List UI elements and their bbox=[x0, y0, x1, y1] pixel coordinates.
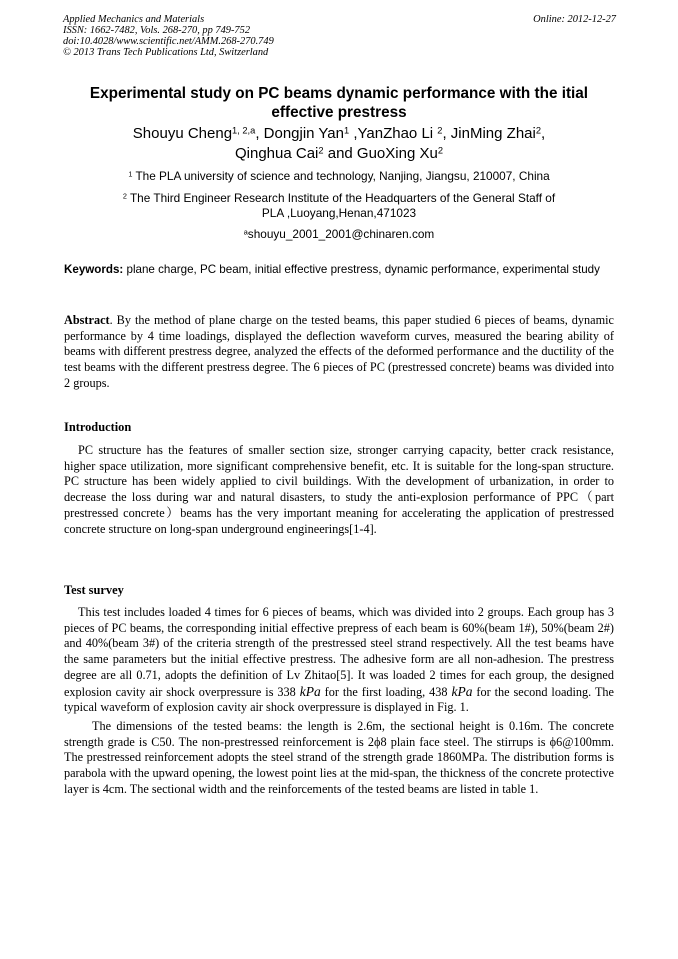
author-5-superscript: 2 bbox=[318, 145, 324, 156]
paper-title-line-2: effective prestress bbox=[271, 104, 407, 121]
author-email bbox=[64, 227, 614, 242]
online-date: Online: 2012-12-27 bbox=[533, 14, 616, 25]
author-1: Shouyu Cheng bbox=[132, 125, 233, 142]
test-survey-paragraph-2: The dimensions of the tested beams: the length is 2.6m, the sectional height is 0.16m. The concrete strength grade is C50. The non-prestressed reinforcement is 2ϕ8 plain face steel. The stirrups is ϕ6@100mm. The prestressed reinforcement adopts the steel strand of the strength grade 1860MPa. The distribution forms is parabola with the upward opening, the lowest point lies at the mid-span, the thickness of the concrete protective layer is 4cm. The sectional width and the reinforcements of the tested beams are listed in table 1. bbox=[64, 718, 614, 796]
author-1-superscript: 1, 2,a bbox=[232, 125, 256, 136]
affiliation-1-text: The PLA university of science and technology, Nanjing, Jiangsu, 210007, China bbox=[132, 169, 550, 183]
author-list-line-2 bbox=[64, 144, 614, 164]
keywords bbox=[64, 262, 614, 278]
abstract-text: . By the method of plane charge on the tested beams, this paper studied 6 pieces of beams, dynamic performance by 4 time loadings, displayed the deflection waveform curves, measured the bearing ability of beams with different prestress degree, analyzed the effects of the deformed performance and the ductility of the test beams with the different prestress degree. The 6 pieces of PC (prestressed concrete) beams was divided into 2 groups. bbox=[64, 313, 614, 390]
keywords-text: plane charge, PC beam, initial effective prestress, dynamic performance, experimental study bbox=[123, 263, 600, 276]
author-6-superscript: 2 bbox=[437, 145, 443, 156]
introduction-paragraph: PC structure has the features of smaller section size, stronger carrying capacity, better crack resistance, higher space utilization, more significant comprehensive benefit, etc. It is suitable for the long-span structure. PC structure has been widely applied to civil buildings. With the development of urbanization, in order to decrease the loss during war and natural disasters, to study the anti-explosion performance of PPC（part prestressed concrete）beams has the very important meaning for accelerating the application of prestressed concrete structure on long-span underground engineerings[1-4]. bbox=[64, 443, 614, 536]
author-3: ,YanZhao Li bbox=[349, 125, 438, 142]
affiliation-2-line-1 bbox=[64, 191, 614, 206]
copyright-line: © 2013 Trans Tech Publications Ltd, Switzerland bbox=[63, 47, 269, 58]
test-survey-p1-part-b: for the first loading, 438 bbox=[320, 684, 452, 699]
introduction-heading: Introduction bbox=[64, 420, 132, 434]
test-survey-p1-part-a: This test includes loaded 4 times for 6 pieces of beams, which was divided into 2 groups. Each group has 3 pieces of PC beams, the corresponding initial effective prepress of each beam is 60%(beam 1#), 50%(beam 2#) and 40%(beam 3#) of the criteria strength of the prestressed steel strand respectively. All the test beams have the same parameters but the initial effective prestress. The adhesive form are all non-adhesion. The prestress degree are all 0.71, adopts the definition of Lv Zhitao[5]. It was loaded 2 times for each group, the designed explosion cavity air shock overpressure is 338 bbox=[64, 605, 614, 699]
affiliation-1-superscript: 1 bbox=[128, 169, 133, 179]
test-survey-body bbox=[64, 605, 614, 797]
affiliation-2-superscript: 2 bbox=[122, 191, 127, 201]
test-survey-paragraph-1 bbox=[64, 605, 614, 716]
author-list-line-1 bbox=[64, 124, 614, 144]
author-4: , JinMing Zhai bbox=[442, 125, 536, 142]
author-2: , Dongjin Yan bbox=[255, 125, 344, 142]
affiliation-2-line-2: PLA ,Luoyang,Henan,471023 bbox=[261, 206, 417, 220]
affiliation-1 bbox=[64, 169, 614, 184]
issn-line: ISSN: 1662-7482, Vols. 268-270, pp 749-752 bbox=[63, 25, 251, 36]
test-survey-p1-part-c: for the second loading. The typical waveform of explosion cavity air shock overpressure is displayed in Fig. 1. bbox=[64, 684, 614, 715]
author-4-separator: , bbox=[541, 125, 546, 142]
test-survey-heading: Test survey bbox=[64, 583, 124, 597]
author-5: Qinghua Cai bbox=[235, 145, 319, 162]
affiliation-2-text: The Third Engineer Research Institute of the Headquarters of the General Staff of bbox=[126, 191, 556, 205]
keywords-label: Keywords: bbox=[64, 263, 124, 276]
abstract bbox=[64, 313, 614, 392]
journal-name: Applied Mechanics and Materials bbox=[63, 14, 205, 25]
paper-title-line-1: Experimental study on PC beams dynamic performance with the itial bbox=[89, 85, 589, 102]
author-6: and GuoXing Xu bbox=[323, 145, 438, 162]
kpa-unit-1: kPa bbox=[299, 683, 321, 699]
author-3-superscript: 2 bbox=[437, 125, 443, 136]
email-superscript: a bbox=[243, 227, 248, 237]
kpa-unit-2: kPa bbox=[451, 683, 473, 699]
introduction-body bbox=[64, 443, 614, 537]
doi-line: doi:10.4028/www.scientific.net/AMM.268-270.749 bbox=[63, 36, 274, 47]
author-2-superscript: 1 bbox=[344, 125, 350, 136]
abstract-label: Abstract bbox=[64, 313, 110, 327]
author-4-superscript: 2 bbox=[535, 125, 542, 136]
email-text: shouyu_2001_2001@chinaren.com bbox=[247, 227, 435, 241]
